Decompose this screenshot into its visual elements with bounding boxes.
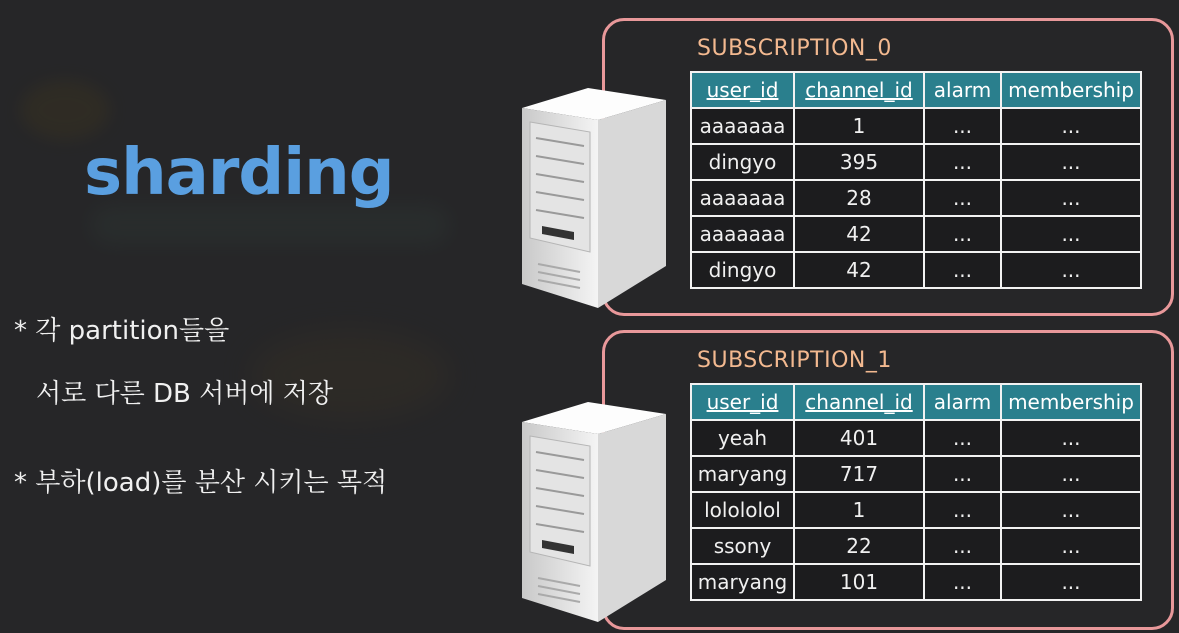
- cell-user-id: yeah: [691, 420, 794, 456]
- cell-membership: ...: [1001, 252, 1141, 288]
- table-row: [691, 108, 1141, 144]
- table-row: [691, 144, 1141, 180]
- cell-channel-id: 1: [794, 492, 924, 528]
- shard-table-0: [690, 71, 1142, 289]
- bullet-load-distribution: * 부하(load)를 분산 시키는 목적: [14, 468, 388, 498]
- cell-membership: ...: [1001, 108, 1141, 144]
- column-header-membership: membership: [1001, 72, 1141, 108]
- cell-alarm: ...: [924, 108, 1001, 144]
- cell-channel-id: 395: [794, 144, 924, 180]
- cell-user-id: aaaaaaa: [691, 216, 794, 252]
- cell-alarm: ...: [924, 528, 1001, 564]
- table-row: [691, 252, 1141, 288]
- cell-user-id: aaaaaaa: [691, 180, 794, 216]
- server-icon: [518, 390, 668, 624]
- cell-alarm: ...: [924, 252, 1001, 288]
- cell-channel-id: 401: [794, 420, 924, 456]
- cell-channel-id: 717: [794, 456, 924, 492]
- bullet-partition: * 각 partition들을: [14, 316, 230, 346]
- cell-user-id: lolololol: [691, 492, 794, 528]
- column-header-user-id: user_id: [691, 72, 794, 108]
- cell-membership: ...: [1001, 216, 1141, 252]
- cell-channel-id: 1: [794, 108, 924, 144]
- cell-user-id: dingyo: [691, 252, 794, 288]
- column-header-membership: membership: [1001, 384, 1141, 420]
- cell-membership: ...: [1001, 456, 1141, 492]
- table-row: [691, 216, 1141, 252]
- cell-alarm: ...: [924, 492, 1001, 528]
- cell-channel-id: 101: [794, 564, 924, 600]
- cell-user-id: ssony: [691, 528, 794, 564]
- slide-title: sharding: [84, 136, 394, 210]
- bullet-db-server: 서로 다른 DB 서버에 저장: [36, 379, 333, 409]
- column-header-user-id: user_id: [691, 384, 794, 420]
- table-row: [691, 456, 1141, 492]
- cell-membership: ...: [1001, 420, 1141, 456]
- column-header-alarm: alarm: [924, 384, 1001, 420]
- cell-channel-id: 22: [794, 528, 924, 564]
- table-row: [691, 180, 1141, 216]
- background-smudge: [90, 205, 450, 245]
- table-row: [691, 420, 1141, 456]
- cell-membership: ...: [1001, 492, 1141, 528]
- cell-user-id: aaaaaaa: [691, 108, 794, 144]
- background-smudge: [20, 80, 110, 140]
- shard-table-1: [690, 383, 1142, 601]
- table-row: [691, 528, 1141, 564]
- table-name-shard-1: SUBSCRIPTION_1: [697, 348, 892, 373]
- table-row: [691, 492, 1141, 528]
- column-header-channel-id: channel_id: [794, 72, 924, 108]
- cell-alarm: ...: [924, 456, 1001, 492]
- cell-alarm: ...: [924, 216, 1001, 252]
- cell-user-id: maryang: [691, 456, 794, 492]
- cell-membership: ...: [1001, 180, 1141, 216]
- cell-alarm: ...: [924, 180, 1001, 216]
- cell-alarm: ...: [924, 564, 1001, 600]
- cell-channel-id: 42: [794, 252, 924, 288]
- cell-alarm: ...: [924, 144, 1001, 180]
- table-name-shard-0: SUBSCRIPTION_0: [697, 36, 892, 61]
- table-header-row: [691, 384, 1141, 420]
- cell-membership: ...: [1001, 564, 1141, 600]
- table-header-row: [691, 72, 1141, 108]
- column-header-alarm: alarm: [924, 72, 1001, 108]
- table-row: [691, 564, 1141, 600]
- column-header-channel-id: channel_id: [794, 384, 924, 420]
- cell-alarm: ...: [924, 420, 1001, 456]
- cell-membership: ...: [1001, 144, 1141, 180]
- cell-user-id: dingyo: [691, 144, 794, 180]
- cell-membership: ...: [1001, 528, 1141, 564]
- cell-user-id: maryang: [691, 564, 794, 600]
- cell-channel-id: 42: [794, 216, 924, 252]
- server-icon: [518, 76, 668, 310]
- cell-channel-id: 28: [794, 180, 924, 216]
